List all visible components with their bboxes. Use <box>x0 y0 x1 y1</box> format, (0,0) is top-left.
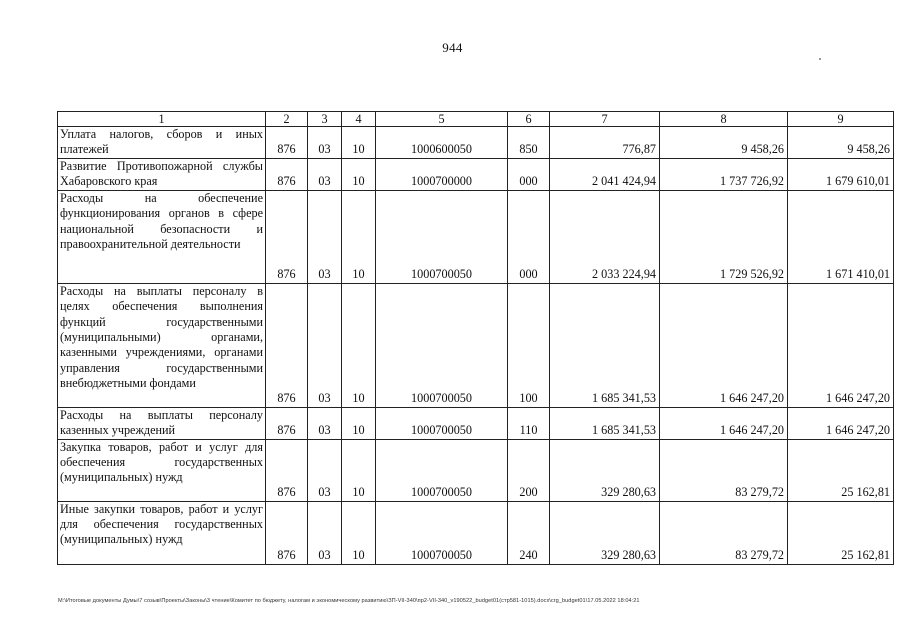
grbs-code-cell: 876 <box>266 283 308 407</box>
section-code-cell: 03 <box>308 190 342 283</box>
amount-col7-cell: 1 685 341,53 <box>550 407 660 439</box>
column-header-6: 6 <box>508 112 550 127</box>
section-code-cell: 03 <box>308 158 342 190</box>
amount-col9-cell: 25 162,81 <box>788 439 894 501</box>
grbs-code-cell: 876 <box>266 127 308 159</box>
row-name-cell: Расходы на выплаты персоналу казенных учреждений <box>58 407 266 439</box>
amount-col9-cell: 25 162,81 <box>788 501 894 564</box>
subsection-code-cell: 10 <box>342 439 376 501</box>
section-code-cell: 03 <box>308 407 342 439</box>
expense-type-cell: 200 <box>508 439 550 501</box>
amount-col8-cell: 83 279,72 <box>660 439 788 501</box>
subsection-code-cell: 10 <box>342 501 376 564</box>
subsection-code-cell: 10 <box>342 190 376 283</box>
section-code-cell: 03 <box>308 283 342 407</box>
amount-col9-cell: 1 646 247,20 <box>788 283 894 407</box>
expense-type-cell: 100 <box>508 283 550 407</box>
table-header <box>58 112 894 127</box>
expense-type-cell: 850 <box>508 127 550 159</box>
target-article-cell: 1000700000 <box>376 158 508 190</box>
column-header-3: 3 <box>308 112 342 127</box>
amount-col7-cell: 2 041 424,94 <box>550 158 660 190</box>
amount-col9-cell: 9 458,26 <box>788 127 894 159</box>
expense-type-cell: 240 <box>508 501 550 564</box>
amount-col8-cell: 1 646 247,20 <box>660 283 788 407</box>
target-article-cell: 1000700050 <box>376 190 508 283</box>
target-article-cell: 1000700050 <box>376 283 508 407</box>
expense-type-cell: 110 <box>508 407 550 439</box>
amount-col8-cell: 83 279,72 <box>660 501 788 564</box>
column-header-8: 8 <box>660 112 788 127</box>
column-header-2: 2 <box>266 112 308 127</box>
grbs-code-cell: 876 <box>266 407 308 439</box>
target-article-cell: 1000700050 <box>376 439 508 501</box>
grbs-code-cell: 876 <box>266 158 308 190</box>
target-article-cell: 1000700050 <box>376 501 508 564</box>
expense-type-cell: 000 <box>508 190 550 283</box>
table-body <box>58 127 894 565</box>
row-name-cell: Иные закупки товаров, работ и услуг для обеспечения государственных (муниципальных) нужд <box>58 501 266 564</box>
amount-col7-cell: 329 280,63 <box>550 501 660 564</box>
column-header-1: 1 <box>58 112 266 127</box>
amount-col8-cell: 1 737 726,92 <box>660 158 788 190</box>
amount-col9-cell: 1 671 410,01 <box>788 190 894 283</box>
scan-dot <box>819 58 821 60</box>
amount-col8-cell: 9 458,26 <box>660 127 788 159</box>
table-row <box>58 501 894 564</box>
column-header-9: 9 <box>788 112 894 127</box>
section-code-cell: 03 <box>308 439 342 501</box>
row-name-cell: Уплата налогов, сборов и иных платежей <box>58 127 266 159</box>
page-number: 944 <box>442 40 463 55</box>
section-code-cell: 03 <box>308 127 342 159</box>
budget-table <box>57 111 894 565</box>
subsection-code-cell: 10 <box>342 127 376 159</box>
grbs-code-cell: 876 <box>266 190 308 283</box>
subsection-code-cell: 10 <box>342 283 376 407</box>
row-name-cell: Развитие Противопожарной службы Хабаровского края <box>58 158 266 190</box>
row-name-cell: Расходы на выплаты персоналу в целях обеспечения выполнения функций государственными (муниципальными) органами, казенными учреждениями, органами управления государственными внебюджетными фондами <box>58 283 266 407</box>
column-header-4: 4 <box>342 112 376 127</box>
table-row <box>58 439 894 501</box>
table-row <box>58 407 894 439</box>
amount-col9-cell: 1 646 247,20 <box>788 407 894 439</box>
file-path-footer: M:\Итоговые документы Думы\7 созыв\Проекты\Законы\3 чтение\Комитет по бюджету, налогам и экономическому развитию\ЗП-VII-340\пр2-VII-340_v190522_budget01(стр581-1015).docx\crg_budget01\17.05.2022 18:04:21 <box>58 598 640 604</box>
column-header-5: 5 <box>376 112 508 127</box>
table-row <box>58 190 894 283</box>
amount-col7-cell: 329 280,63 <box>550 439 660 501</box>
amount-col7-cell: 776,87 <box>550 127 660 159</box>
expense-type-cell: 000 <box>508 158 550 190</box>
column-header-7: 7 <box>550 112 660 127</box>
target-article-cell: 1000600050 <box>376 127 508 159</box>
grbs-code-cell: 876 <box>266 439 308 501</box>
row-name-cell: Закупка товаров, работ и услуг для обеспечения государственных (муниципальных) нужд <box>58 439 266 501</box>
table-row <box>58 158 894 190</box>
table-row <box>58 283 894 407</box>
amount-col7-cell: 1 685 341,53 <box>550 283 660 407</box>
subsection-code-cell: 10 <box>342 158 376 190</box>
table-row <box>58 127 894 159</box>
row-name-cell: Расходы на обеспечение функционирования органов в сфере национальной безопасности и правоохранительной деятельности <box>58 190 266 283</box>
amount-col9-cell: 1 679 610,01 <box>788 158 894 190</box>
subsection-code-cell: 10 <box>342 407 376 439</box>
amount-col8-cell: 1 646 247,20 <box>660 407 788 439</box>
target-article-cell: 1000700050 <box>376 407 508 439</box>
amount-col7-cell: 2 033 224,94 <box>550 190 660 283</box>
grbs-code-cell: 876 <box>266 501 308 564</box>
amount-col8-cell: 1 729 526,92 <box>660 190 788 283</box>
section-code-cell: 03 <box>308 501 342 564</box>
table-header-row <box>58 112 894 127</box>
